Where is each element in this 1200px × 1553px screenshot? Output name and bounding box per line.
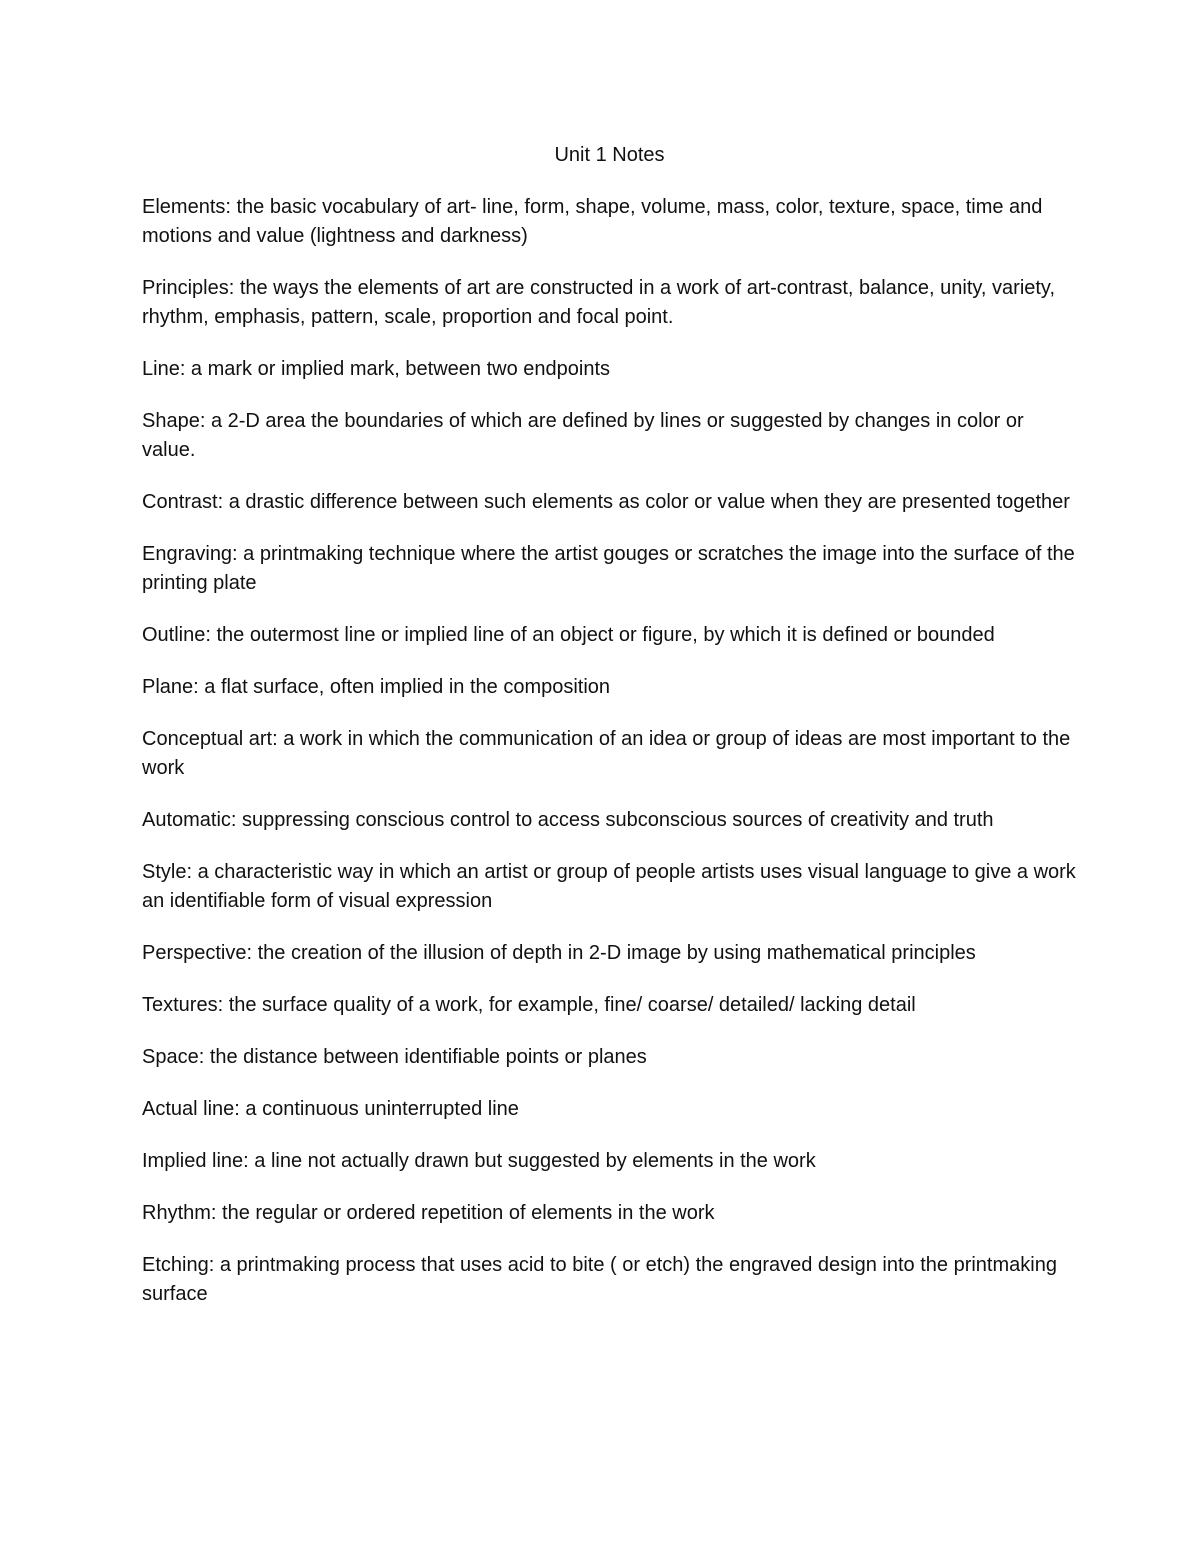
note-elements: Elements: the basic vocabulary of art- line, form, shape, volume, mass, color, texture, space, time and motions and value (lightness and darkness) bbox=[142, 196, 1043, 247]
note-style: Style: a characteristic way in which an artist or group of people artists uses visual language to give a work an identifiable form of visual expression bbox=[142, 861, 1076, 912]
note-contrast: Contrast: a drastic difference between such elements as color or value when they are presented together bbox=[142, 491, 1070, 513]
document-title: Unit 1 Notes bbox=[554, 144, 665, 166]
note-outline: Outline: the outermost line or implied line of an object or figure, by which it is defined or bounded bbox=[142, 624, 995, 646]
note-actual-line: Actual line: a continuous uninterrupted line bbox=[142, 1098, 519, 1120]
note-etching: Etching: a printmaking process that uses acid to bite ( or etch) the engraved design into the printmaking surface bbox=[142, 1254, 1057, 1305]
note-perspective: Perspective: the creation of the illusion of depth in 2-D image by using mathematical principles bbox=[142, 942, 976, 964]
note-line: Line: a mark or implied mark, between two endpoints bbox=[142, 358, 611, 380]
document-body bbox=[142, 141, 1077, 1332]
note-conceptual-art: Conceptual art: a work in which the communication of an idea or group of ideas are most important to the work bbox=[142, 728, 1071, 779]
note-space: Space: the distance between identifiable points or planes bbox=[142, 1046, 647, 1068]
note-shape: Shape: a 2-D area the boundaries of which are defined by lines or suggested by changes in color or value. bbox=[142, 410, 1024, 461]
note-engraving: Engraving: a printmaking technique where the artist gouges or scratches the image into the surface of the printing plate bbox=[142, 543, 1075, 594]
note-automatic: Automatic: suppressing conscious control to access subconscious sources of creativity and truth bbox=[142, 809, 994, 831]
note-rhythm: Rhythm: the regular or ordered repetition of elements in the work bbox=[142, 1202, 715, 1224]
note-plane: Plane: a flat surface, often implied in the composition bbox=[142, 676, 611, 698]
note-principles: Principles: the ways the elements of art are constructed in a work of art-contrast, balance, unity, variety, rhythm, emphasis, pattern, scale, proportion and focal point. bbox=[142, 277, 1056, 328]
note-implied-line: Implied line: a line not actually drawn but suggested by elements in the work bbox=[142, 1150, 816, 1172]
note-textures: Textures: the surface quality of a work, for example, fine/ coarse/ detailed/ lacking detail bbox=[142, 994, 916, 1016]
